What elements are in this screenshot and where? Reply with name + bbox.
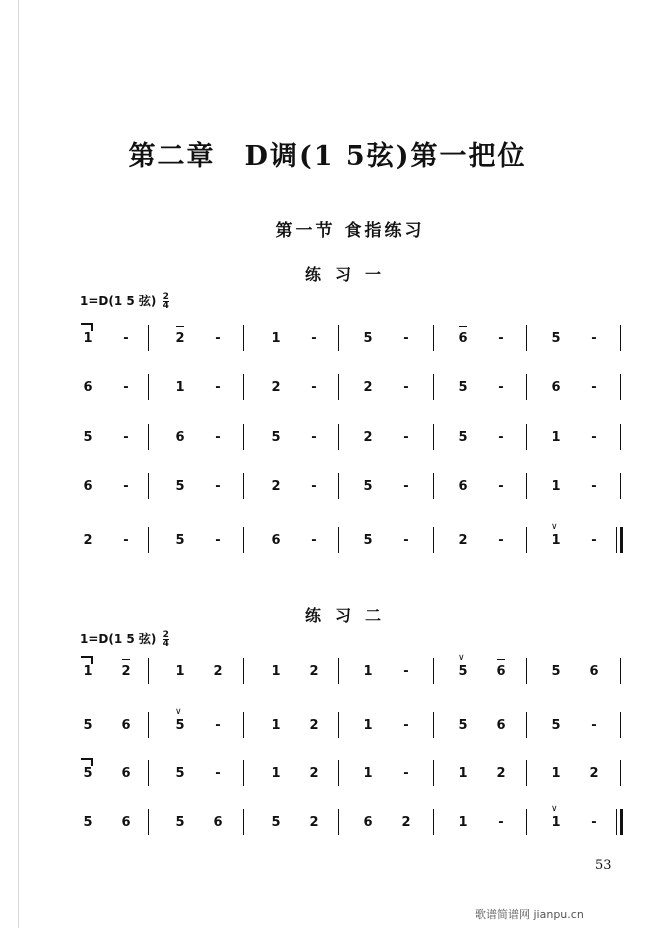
page-number: 53 — [595, 858, 612, 873]
note: 5 — [363, 479, 373, 494]
barline — [433, 809, 434, 835]
note: 5 — [551, 718, 561, 733]
time-signature-denominator: 4 — [162, 639, 169, 649]
barline — [148, 527, 149, 553]
dash-note: - — [123, 533, 129, 548]
barline — [243, 374, 244, 400]
note: 5 — [458, 718, 468, 733]
note: 2 — [309, 664, 319, 679]
barline — [338, 760, 339, 786]
key-signature-text: 1=D(1 5 弦) — [80, 294, 157, 308]
note: 1 — [363, 718, 373, 733]
dash-note: - — [215, 533, 221, 548]
overline-mark — [459, 326, 467, 327]
dash-note: - — [403, 664, 409, 679]
note: 6 — [121, 718, 131, 733]
exercise-2-title: 练习二 — [304, 606, 395, 625]
note: 5 — [458, 430, 468, 445]
dash-note: - — [403, 479, 409, 494]
note: 1 — [363, 766, 373, 781]
barline — [526, 760, 527, 786]
time-signature — [163, 631, 169, 648]
note: 5 — [271, 815, 281, 830]
note: 2 — [401, 815, 411, 830]
note: 1 — [80, 331, 96, 347]
note: 1 ∨ — [548, 533, 564, 549]
dash-note: - — [311, 430, 317, 445]
dash-note: - — [591, 815, 597, 830]
note: 5 — [175, 766, 185, 781]
note: 5 — [551, 331, 561, 346]
note: 5 ∨ — [172, 718, 188, 734]
barline — [243, 760, 244, 786]
barline — [243, 527, 244, 553]
barline — [620, 424, 621, 450]
note: 6 — [363, 815, 373, 830]
note: 1 — [363, 664, 373, 679]
dash-note: - — [215, 430, 221, 445]
final-barline-thin — [616, 809, 617, 835]
note: 1 — [80, 664, 96, 680]
note: 5 — [80, 766, 96, 782]
barline — [338, 658, 339, 684]
barline — [620, 374, 621, 400]
note: 2 — [363, 430, 373, 445]
barline — [620, 325, 621, 351]
note: 1 — [271, 331, 281, 346]
barline — [243, 424, 244, 450]
note: 6 — [83, 479, 93, 494]
dash-note: - — [403, 380, 409, 395]
section-title: 第一节 食指练习 — [275, 221, 425, 241]
note: 6 — [458, 479, 468, 494]
barline — [620, 712, 621, 738]
note: 1 — [175, 380, 185, 395]
barline — [148, 658, 149, 684]
note: 6 — [121, 766, 131, 781]
key-signature-text: 1=D(1 5 弦) — [80, 632, 157, 646]
barline — [620, 760, 621, 786]
notation-row — [0, 430, 655, 470]
barline — [148, 374, 149, 400]
notation-row — [0, 331, 655, 371]
dash-note: - — [591, 718, 597, 733]
final-barline-thin — [616, 527, 617, 553]
note: 6 — [121, 815, 131, 830]
barline — [148, 473, 149, 499]
note: 1 — [175, 664, 185, 679]
dash-note: - — [591, 331, 597, 346]
note: 6 — [213, 815, 223, 830]
note: 5 ∨ — [455, 664, 471, 680]
barline — [526, 325, 527, 351]
note: 5 — [175, 479, 185, 494]
dash-note: - — [311, 331, 317, 346]
barline — [433, 424, 434, 450]
barline — [338, 325, 339, 351]
barline — [526, 809, 527, 835]
watermark-text: 歌谱简谱网 jianpu.cn — [475, 908, 584, 921]
dash-note: - — [123, 479, 129, 494]
barline — [433, 473, 434, 499]
note: 2 — [271, 479, 281, 494]
dash-note: - — [498, 533, 504, 548]
note: 5 — [83, 718, 93, 733]
note: 6 — [455, 331, 471, 347]
note: 2 — [271, 380, 281, 395]
barline — [148, 712, 149, 738]
exercise-2-key — [80, 630, 169, 648]
dash-note: - — [591, 479, 597, 494]
barline — [433, 374, 434, 400]
barline — [338, 473, 339, 499]
overline-mark — [497, 659, 505, 660]
dash-note: - — [498, 331, 504, 346]
note: 5 — [83, 430, 93, 445]
note: 6 — [496, 718, 506, 733]
note: 5 — [175, 533, 185, 548]
note: 5 — [363, 331, 373, 346]
dash-note: - — [123, 430, 129, 445]
note: 1 — [458, 815, 468, 830]
dash-note: - — [123, 380, 129, 395]
dash-note: - — [591, 380, 597, 395]
barline — [526, 658, 527, 684]
final-barline — [620, 809, 623, 835]
barline — [526, 374, 527, 400]
note: 6 — [493, 664, 509, 680]
note: 5 — [175, 815, 185, 830]
barline — [433, 325, 434, 351]
note: 1 — [551, 766, 561, 781]
note: 2 — [172, 331, 188, 347]
note: 1 ∨ — [548, 815, 564, 831]
barline — [148, 809, 149, 835]
exercise-1-key — [80, 292, 169, 310]
time-signature-denominator: 4 — [162, 301, 169, 311]
note: 2 — [213, 664, 223, 679]
bracket-mark — [81, 656, 93, 664]
note: 2 — [458, 533, 468, 548]
barline — [243, 658, 244, 684]
note: 6 — [551, 380, 561, 395]
dash-note: - — [215, 479, 221, 494]
note: 2 — [496, 766, 506, 781]
time-signature-numerator: 2 — [162, 630, 169, 640]
note: 1 — [551, 479, 561, 494]
note: 2 — [118, 664, 134, 680]
note: 2 — [589, 766, 599, 781]
note: 5 — [83, 815, 93, 830]
exercise-1-title: 练习一 — [304, 265, 395, 284]
note: 2 — [309, 815, 319, 830]
note: 2 — [83, 533, 93, 548]
notation-row — [0, 766, 655, 806]
notation-row — [0, 707, 655, 758]
barline — [620, 473, 621, 499]
barline — [243, 325, 244, 351]
dash-note: - — [403, 331, 409, 346]
dash-note: - — [215, 380, 221, 395]
dash-note: - — [215, 766, 221, 781]
notation-row — [0, 653, 655, 704]
notation-row — [0, 804, 655, 855]
barline — [338, 809, 339, 835]
note: 5 — [271, 430, 281, 445]
note: 6 — [175, 430, 185, 445]
note: 6 — [83, 380, 93, 395]
upbow-mark: ∨ — [551, 804, 558, 814]
bracket-mark — [81, 323, 93, 331]
note: 6 — [271, 533, 281, 548]
dash-note: - — [311, 479, 317, 494]
dash-note: - — [498, 479, 504, 494]
barline — [620, 658, 621, 684]
note: 1 — [551, 430, 561, 445]
notation-row — [0, 522, 655, 573]
note: 2 — [309, 766, 319, 781]
dash-note: - — [498, 815, 504, 830]
dash-note: - — [311, 533, 317, 548]
barline — [338, 374, 339, 400]
dash-note: - — [311, 380, 317, 395]
overline-mark — [176, 326, 184, 327]
dash-note: - — [403, 430, 409, 445]
barline — [433, 527, 434, 553]
overline-mark — [122, 659, 130, 660]
barline — [243, 473, 244, 499]
barline — [148, 760, 149, 786]
dash-note: - — [403, 533, 409, 548]
barline — [526, 424, 527, 450]
notation-row — [0, 380, 655, 420]
chapter-title: 第二章 D调(1 5弦)第一把位 — [128, 141, 527, 172]
dash-note: - — [498, 430, 504, 445]
barline — [433, 760, 434, 786]
note: 5 — [458, 380, 468, 395]
barline — [526, 712, 527, 738]
bracket-mark — [81, 758, 93, 766]
upbow-mark: ∨ — [551, 522, 558, 532]
notation-row — [0, 479, 655, 519]
barline — [243, 809, 244, 835]
barline — [243, 712, 244, 738]
note: 1 — [458, 766, 468, 781]
barline — [338, 527, 339, 553]
barline — [148, 424, 149, 450]
note: 1 — [271, 766, 281, 781]
dash-note: - — [215, 718, 221, 733]
note: 1 — [271, 718, 281, 733]
note: 5 — [551, 664, 561, 679]
barline — [148, 325, 149, 351]
note: 5 — [363, 533, 373, 548]
upbow-mark: ∨ — [175, 707, 182, 717]
dash-note: - — [591, 430, 597, 445]
barline — [338, 712, 339, 738]
final-barline — [620, 527, 623, 553]
dash-note: - — [498, 380, 504, 395]
dash-note: - — [403, 718, 409, 733]
barline — [526, 527, 527, 553]
dash-note: - — [123, 331, 129, 346]
note: 6 — [589, 664, 599, 679]
barline — [433, 658, 434, 684]
dash-note: - — [403, 766, 409, 781]
barline — [433, 712, 434, 738]
note: 1 — [271, 664, 281, 679]
dash-note: - — [591, 533, 597, 548]
time-signature — [163, 293, 169, 310]
dash-note: - — [215, 331, 221, 346]
barline — [526, 473, 527, 499]
note: 2 — [363, 380, 373, 395]
note: 2 — [309, 718, 319, 733]
barline — [338, 424, 339, 450]
time-signature-numerator: 2 — [162, 292, 169, 302]
upbow-mark: ∨ — [458, 653, 465, 663]
